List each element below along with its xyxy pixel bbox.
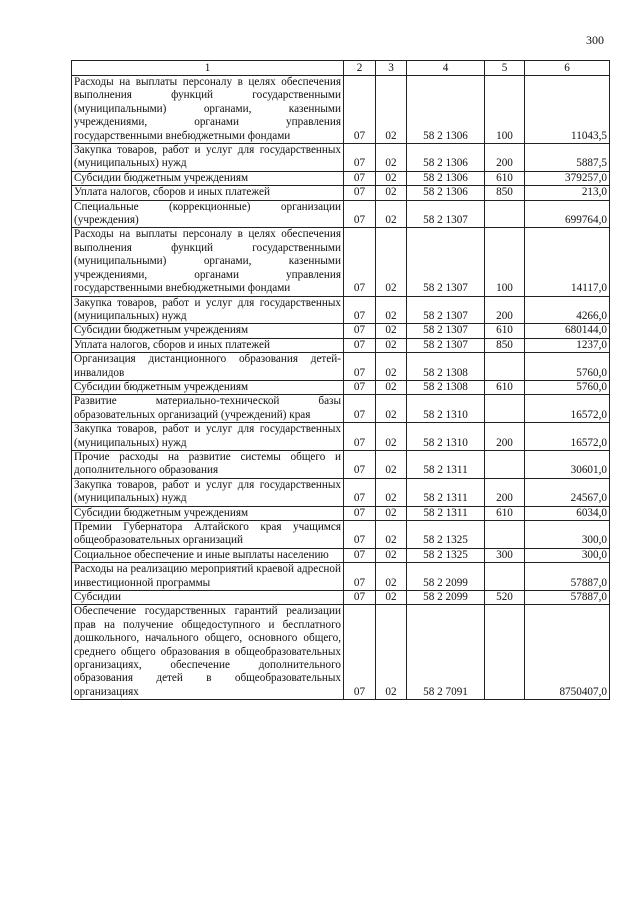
row-subsection: 02 bbox=[376, 450, 407, 478]
row-name: Социальное обеспечение и иные выплаты населению bbox=[72, 548, 344, 562]
row-expense-type bbox=[485, 395, 525, 423]
row-amount: 680144,0 bbox=[525, 324, 610, 338]
row-subsection: 02 bbox=[376, 591, 407, 605]
table-row bbox=[72, 423, 610, 451]
table-row bbox=[72, 478, 610, 506]
row-target-article: 58 2 1311 bbox=[407, 450, 485, 478]
row-amount: 213,0 bbox=[525, 186, 610, 200]
row-section: 07 bbox=[344, 324, 376, 338]
row-name: Субсидии бюджетным учреждениям bbox=[72, 380, 344, 394]
row-amount: 6034,0 bbox=[525, 506, 610, 520]
budget-table bbox=[71, 60, 610, 700]
row-amount: 11043,5 bbox=[525, 76, 610, 144]
row-target-article: 58 2 1307 bbox=[407, 228, 485, 296]
row-subsection: 02 bbox=[376, 144, 407, 172]
row-section: 07 bbox=[344, 506, 376, 520]
row-name: Уплата налогов, сборов и иных платежей bbox=[72, 338, 344, 352]
header-col-5: 5 bbox=[485, 61, 525, 76]
row-subsection: 02 bbox=[376, 395, 407, 423]
row-section: 07 bbox=[344, 353, 376, 381]
table-row bbox=[72, 563, 610, 591]
header-col-4: 4 bbox=[407, 61, 485, 76]
row-amount: 1237,0 bbox=[525, 338, 610, 352]
row-expense-type bbox=[485, 353, 525, 381]
row-expense-type: 200 bbox=[485, 296, 525, 324]
row-name: Организация дистанционного образования детей-инвалидов bbox=[72, 353, 344, 381]
row-section: 07 bbox=[344, 521, 376, 549]
row-subsection: 02 bbox=[376, 380, 407, 394]
table-row bbox=[72, 506, 610, 520]
row-expense-type: 200 bbox=[485, 423, 525, 451]
row-amount: 30601,0 bbox=[525, 450, 610, 478]
row-name: Развитие материально-технической базы образовательных организаций (учреждений) края bbox=[72, 395, 344, 423]
row-expense-type: 200 bbox=[485, 478, 525, 506]
row-expense-type bbox=[485, 200, 525, 228]
row-name: Расходы на выплаты персоналу в целях обеспечения выполнения функций государственными (муниципальными) органами, казенными учреждениями, органами управления государственными внебюджетными фондами bbox=[72, 76, 344, 144]
row-name: Закупка товаров, работ и услуг для государственных (муниципальных) нужд bbox=[72, 478, 344, 506]
row-target-article: 58 2 2099 bbox=[407, 591, 485, 605]
row-expense-type bbox=[485, 605, 525, 700]
table-row bbox=[72, 324, 610, 338]
row-expense-type bbox=[485, 450, 525, 478]
row-target-article: 58 2 1325 bbox=[407, 521, 485, 549]
row-expense-type: 100 bbox=[485, 228, 525, 296]
row-name: Субсидии бюджетным учреждениям bbox=[72, 506, 344, 520]
table-row bbox=[72, 228, 610, 296]
row-section: 07 bbox=[344, 478, 376, 506]
row-name: Премии Губернатора Алтайского края учащимся общеобразовательных организаций bbox=[72, 521, 344, 549]
table-row bbox=[72, 338, 610, 352]
row-subsection: 02 bbox=[376, 324, 407, 338]
row-section: 07 bbox=[344, 380, 376, 394]
row-amount: 300,0 bbox=[525, 548, 610, 562]
table-row bbox=[72, 186, 610, 200]
row-target-article: 58 2 1308 bbox=[407, 380, 485, 394]
row-name: Закупка товаров, работ и услуг для государственных (муниципальных) нужд bbox=[72, 296, 344, 324]
table-row bbox=[72, 395, 610, 423]
row-name: Прочие расходы на развитие системы общего и дополнительного образования bbox=[72, 450, 344, 478]
row-amount: 57887,0 bbox=[525, 563, 610, 591]
table-row bbox=[72, 296, 610, 324]
row-subsection: 02 bbox=[376, 478, 407, 506]
row-name: Субсидии бюджетным учреждениям bbox=[72, 171, 344, 185]
row-target-article: 58 2 1306 bbox=[407, 76, 485, 144]
row-amount: 5760,0 bbox=[525, 380, 610, 394]
row-amount: 24567,0 bbox=[525, 478, 610, 506]
row-target-article: 58 2 1311 bbox=[407, 478, 485, 506]
row-amount: 4266,0 bbox=[525, 296, 610, 324]
row-section: 07 bbox=[344, 338, 376, 352]
row-section: 07 bbox=[344, 450, 376, 478]
header-col-3: 3 bbox=[376, 61, 407, 76]
row-subsection: 02 bbox=[376, 506, 407, 520]
row-target-article: 58 2 2099 bbox=[407, 563, 485, 591]
row-subsection: 02 bbox=[376, 200, 407, 228]
table-row bbox=[72, 144, 610, 172]
row-target-article: 58 2 1325 bbox=[407, 548, 485, 562]
table-row bbox=[72, 76, 610, 144]
table-row bbox=[72, 353, 610, 381]
row-expense-type: 610 bbox=[485, 324, 525, 338]
row-expense-type: 520 bbox=[485, 591, 525, 605]
row-section: 07 bbox=[344, 200, 376, 228]
row-subsection: 02 bbox=[376, 228, 407, 296]
row-amount: 57887,0 bbox=[525, 591, 610, 605]
row-amount: 5760,0 bbox=[525, 353, 610, 381]
row-section: 07 bbox=[344, 548, 376, 562]
header-row bbox=[72, 61, 610, 76]
row-amount: 699764,0 bbox=[525, 200, 610, 228]
row-section: 07 bbox=[344, 76, 376, 144]
row-subsection: 02 bbox=[376, 296, 407, 324]
row-expense-type: 610 bbox=[485, 380, 525, 394]
row-target-article: 58 2 1307 bbox=[407, 338, 485, 352]
table-row bbox=[72, 450, 610, 478]
row-amount: 14117,0 bbox=[525, 228, 610, 296]
row-target-article: 58 2 1307 bbox=[407, 296, 485, 324]
row-subsection: 02 bbox=[376, 338, 407, 352]
row-expense-type: 100 bbox=[485, 76, 525, 144]
table-row bbox=[72, 605, 610, 700]
row-expense-type bbox=[485, 521, 525, 549]
row-subsection: 02 bbox=[376, 548, 407, 562]
row-expense-type bbox=[485, 563, 525, 591]
row-name: Закупка товаров, работ и услуг для государственных (муниципальных) нужд bbox=[72, 423, 344, 451]
row-target-article: 58 2 1308 bbox=[407, 353, 485, 381]
table-row bbox=[72, 591, 610, 605]
row-name: Субсидии bbox=[72, 591, 344, 605]
row-section: 07 bbox=[344, 228, 376, 296]
row-name: Расходы на выплаты персоналу в целях обеспечения выполнения функций государственными (муниципальными) органами, казенными учреждениями, органами управления государственными внебюджетными фондами bbox=[72, 228, 344, 296]
row-subsection: 02 bbox=[376, 423, 407, 451]
row-target-article: 58 2 1306 bbox=[407, 144, 485, 172]
row-target-article: 58 2 1307 bbox=[407, 324, 485, 338]
row-amount: 16572,0 bbox=[525, 395, 610, 423]
row-amount: 300,0 bbox=[525, 521, 610, 549]
table-row bbox=[72, 200, 610, 228]
row-expense-type: 850 bbox=[485, 186, 525, 200]
row-target-article: 58 2 1310 bbox=[407, 423, 485, 451]
header-col-2: 2 bbox=[344, 61, 376, 76]
table-row bbox=[72, 380, 610, 394]
row-section: 07 bbox=[344, 423, 376, 451]
row-target-article: 58 2 1307 bbox=[407, 200, 485, 228]
row-amount: 16572,0 bbox=[525, 423, 610, 451]
row-section: 07 bbox=[344, 144, 376, 172]
row-target-article: 58 2 1306 bbox=[407, 186, 485, 200]
row-section: 07 bbox=[344, 591, 376, 605]
row-name: Закупка товаров, работ и услуг для государственных (муниципальных) нужд bbox=[72, 144, 344, 172]
row-section: 07 bbox=[344, 395, 376, 423]
table-row bbox=[72, 548, 610, 562]
row-name: Обеспечение государственных гарантий реализации прав на получение общедоступного и бесплатного дошкольного, начального общего, основного общего, среднего общего образования в общеобразовательных организациях, обеспечение дополнительного образования детей в общеобразовательных организациях bbox=[72, 605, 344, 700]
row-expense-type: 850 bbox=[485, 338, 525, 352]
page-number: 300 bbox=[586, 33, 604, 47]
row-amount: 8750407,0 bbox=[525, 605, 610, 700]
row-amount: 5887,5 bbox=[525, 144, 610, 172]
table-body bbox=[72, 76, 610, 700]
row-target-article: 58 2 7091 bbox=[407, 605, 485, 700]
table-row bbox=[72, 171, 610, 185]
row-section: 07 bbox=[344, 296, 376, 324]
row-name: Субсидии бюджетным учреждениям bbox=[72, 324, 344, 338]
row-expense-type: 610 bbox=[485, 506, 525, 520]
row-target-article: 58 2 1310 bbox=[407, 395, 485, 423]
row-expense-type: 300 bbox=[485, 548, 525, 562]
row-section: 07 bbox=[344, 171, 376, 185]
header-col-1: 1 bbox=[72, 61, 344, 76]
row-target-article: 58 2 1311 bbox=[407, 506, 485, 520]
row-section: 07 bbox=[344, 186, 376, 200]
row-subsection: 02 bbox=[376, 521, 407, 549]
row-name: Уплата налогов, сборов и иных платежей bbox=[72, 186, 344, 200]
row-section: 07 bbox=[344, 563, 376, 591]
row-subsection: 02 bbox=[376, 171, 407, 185]
row-name: Специальные (коррекционные) организации (учреждения) bbox=[72, 200, 344, 228]
row-section: 07 bbox=[344, 605, 376, 700]
row-expense-type: 610 bbox=[485, 171, 525, 185]
row-subsection: 02 bbox=[376, 563, 407, 591]
table-header bbox=[72, 61, 610, 76]
row-expense-type: 200 bbox=[485, 144, 525, 172]
header-col-6: 6 bbox=[525, 61, 610, 76]
row-name: Расходы на реализацию мероприятий краевой адресной инвестиционной программы bbox=[72, 563, 344, 591]
row-subsection: 02 bbox=[376, 353, 407, 381]
row-subsection: 02 bbox=[376, 186, 407, 200]
row-target-article: 58 2 1306 bbox=[407, 171, 485, 185]
row-subsection: 02 bbox=[376, 76, 407, 144]
table-row bbox=[72, 521, 610, 549]
row-amount: 379257,0 bbox=[525, 171, 610, 185]
row-subsection: 02 bbox=[376, 605, 407, 700]
